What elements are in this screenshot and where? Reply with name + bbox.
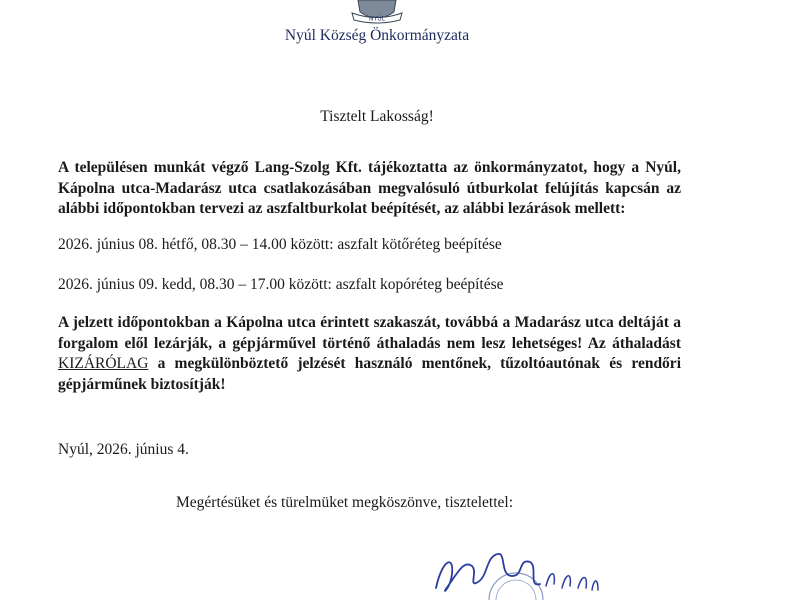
closure-text: a megkülönböztető jelzését használó mentőnek, tűzoltóautónak és rendőri gépjárműnek biztosítják! bbox=[58, 355, 681, 393]
schedule-line: 2026. június 09. kedd, 08.30 – 17.00 között: aszfalt kopóréteg beépítése bbox=[58, 276, 504, 293]
intro-paragraph: A településen munkát végző Lang-Szolg Kft. tájékoztatta az önkormányzatot, hogy a Nyúl, Kápolna utca-Madarász utca csatlakozásában megvalósuló útburkolat felújítás kapcsán az alábbi időpontokban tervezi az aszfaltburkolat beépítését, az alábbi lezárások mellett: bbox=[58, 159, 681, 217]
schedule-line: 2026. június 08. hétfő, 08.30 – 14.00 között: aszfalt kötőréteg beépítése bbox=[58, 236, 502, 253]
signature-with-stamp bbox=[428, 540, 603, 600]
letter-greeting: Tisztelt Lakosság! bbox=[320, 108, 434, 125]
organization-name: Nyúl Község Önkormányzata bbox=[284, 27, 470, 44]
closure-paragraph bbox=[58, 313, 681, 395]
coat-of-arms-logo bbox=[348, 0, 406, 24]
crest-label: NYÚL bbox=[369, 15, 385, 23]
closure-text: A jelzett időpontokban a Kápolna utca érintett szakaszát, továbbá a Madarász utca deltáját a forgalom elől lezárják, a gépjárművel történő áthaladás nem lesz lehetséges! Az áthaladást bbox=[58, 314, 681, 352]
closing-line: Megértésüket és türelmüket megköszönve, tisztelettel: bbox=[176, 494, 514, 511]
emphasis-exclusively: KIZÁRÓLAG bbox=[58, 355, 149, 372]
place-and-date: Nyúl, 2026. június 4. bbox=[58, 441, 189, 458]
